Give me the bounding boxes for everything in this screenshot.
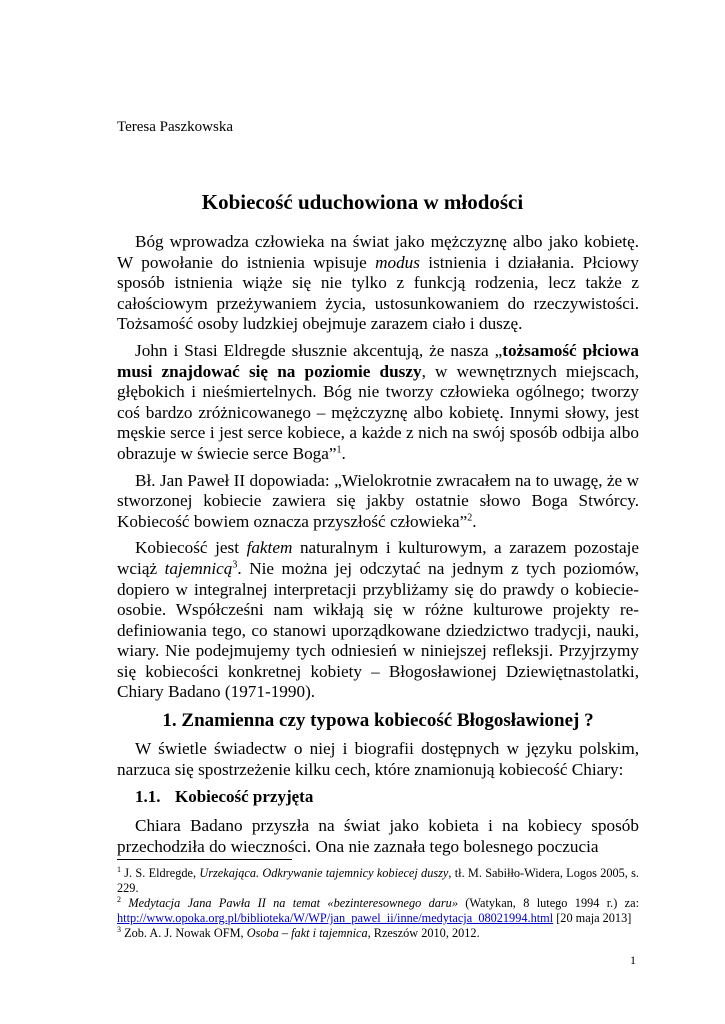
text: . Nie można jej odczytać na jednym z tych poziomów, dopiero w integralnej interpretacji przybliżamy się do prawdy o kobiecie-osobie. Współcześni nam wikłają się w różne kulturowe projekty re-definiowania tego, co stanowi uporządkowane dziedzictwo tradycji, nauki, wiary. Nie podejmujemy tych odniesień w niniejszej refleksji. Przyjrzymy się kobiecości konkretnej kobiety – Błogosławionej Dziewiętnastolatki, Chiary Badano (1971-1990). (117, 558, 640, 702)
paragraph-1 (117, 232, 639, 335)
footnote-number: 1 (117, 864, 121, 874)
text: . (341, 443, 346, 463)
subsection-number: 1.1. (135, 787, 161, 807)
bold-phrase: tożsamość płciowa musi znajdować się na poziomie duszy (117, 340, 640, 381)
text: (Watykan, 8 lutego 1994 r.) za: (457, 896, 639, 910)
text: . (472, 511, 477, 531)
footnote-number: 3 (117, 924, 121, 934)
section-heading-1: 1. Znamienna czy typowa kobiecość Błogosławionej ? (162, 710, 594, 732)
text: Kobiecość jest (135, 538, 247, 558)
text: istnienia i działania. Płciowy sposób istnienia wiąże się nie tylko z funkcją rodzenia, lecz także z całościowym przeżywaniem życia, ustosunkowaniem do rzeczywistości. Tożsamość osoby ludzkiej obejmuje zarazem ciało i duszę. (117, 252, 639, 334)
text: , Rzeszów 2010, 2012. (367, 926, 480, 940)
text: , w wewnętrznych miejscach, głębokich i nieśmiertelnych. Bóg nie tworzy człowieka ogólnego; tworzy coś bardzo zróżnicowanego – mężczyznę albo kobietę. Innymi słowy, jest męskie serce i jest serce kobiece, a każde z nich na swój sposób odbija albo obrazuje w świecie serce Boga” (117, 361, 640, 463)
footnotes (117, 866, 639, 941)
footnote-2 (117, 896, 639, 926)
paragraph-2 (117, 341, 639, 465)
emphasis: faktem (246, 538, 293, 558)
article-body (117, 232, 639, 863)
footnote-number: 2 (117, 894, 121, 904)
text: Bł. Jan Paweł II dopowiada: „Wielokrotnie zwracałem na to uwagę, że w stworzonej kobiecie zawiera się jakby ostatnie słowo Boga Stwórcy. Kobiecość bowiem oznacza przyszłość człowieka” (117, 470, 639, 531)
footnote-ref-2[interactable]: 2 (467, 511, 473, 523)
emphasis: Medytacja Jana Pawła II na temat «bezinteresownego daru» (121, 896, 458, 910)
text: Zob. A. J. Nowak OFM, (121, 926, 247, 940)
paragraph-3 (117, 471, 639, 533)
text: J. S. Eldregde, (121, 866, 200, 880)
footnote-ref-3[interactable]: 3 (232, 559, 238, 571)
text: naturalnym i kulturowym, a zarazem pozostaje wciąż (117, 538, 639, 578)
subsection-title: Kobiecość przyjęta (175, 787, 314, 807)
paragraph-6: Chiara Badano przyszła na świat jako kobieta i na kobiecy sposób przechodziła do wieczności. Ona nie zaznała tego bolesnego poczucia (117, 816, 639, 856)
footnote-ref-1[interactable]: 1 (336, 444, 342, 456)
emphasis: Osoba – fakt i tajemnica (246, 926, 368, 940)
text: , tł. M. Sabiłło-Widera, Logos 2005, s. 229. (117, 866, 639, 895)
page-number: 1 (630, 953, 636, 967)
text: Bóg wprowadza człowieka na świat jako mężczyznę albo jako kobietę. W powołanie do istnienia wpisuje (117, 232, 639, 272)
paragraph-4 (117, 538, 639, 703)
footnote-link[interactable]: http://www.opoka.org.pl/biblioteka/W/WP/jan_pawel_ii/inne/medytacja_08021994.html (117, 911, 554, 925)
footnote-1 (117, 866, 639, 896)
subsection-heading-1-1 (135, 786, 639, 808)
footnote-separator (117, 859, 292, 860)
article-title: Kobiecość uduchowiona w młodości (201, 190, 524, 214)
emphasis: modus (375, 252, 420, 272)
paragraph-5: W świetle świadectw o niej i biografii dostępnych w języku polskim, narzuca się spostrzeżenie kilku cech, które znamionują kobiecość Chiary: (117, 739, 639, 779)
author-name: Teresa Paszkowska (117, 119, 233, 135)
emphasis: tajemnicą (164, 558, 233, 578)
footnote-3 (117, 926, 639, 941)
text: [20 maja 2013] (553, 911, 632, 925)
emphasis: Urzekająca. Odkrywanie tajemnicy kobiecej duszy (199, 866, 449, 880)
text: John i Stasi Eldregde słusznie akcentują, że nasza „ (135, 340, 503, 360)
